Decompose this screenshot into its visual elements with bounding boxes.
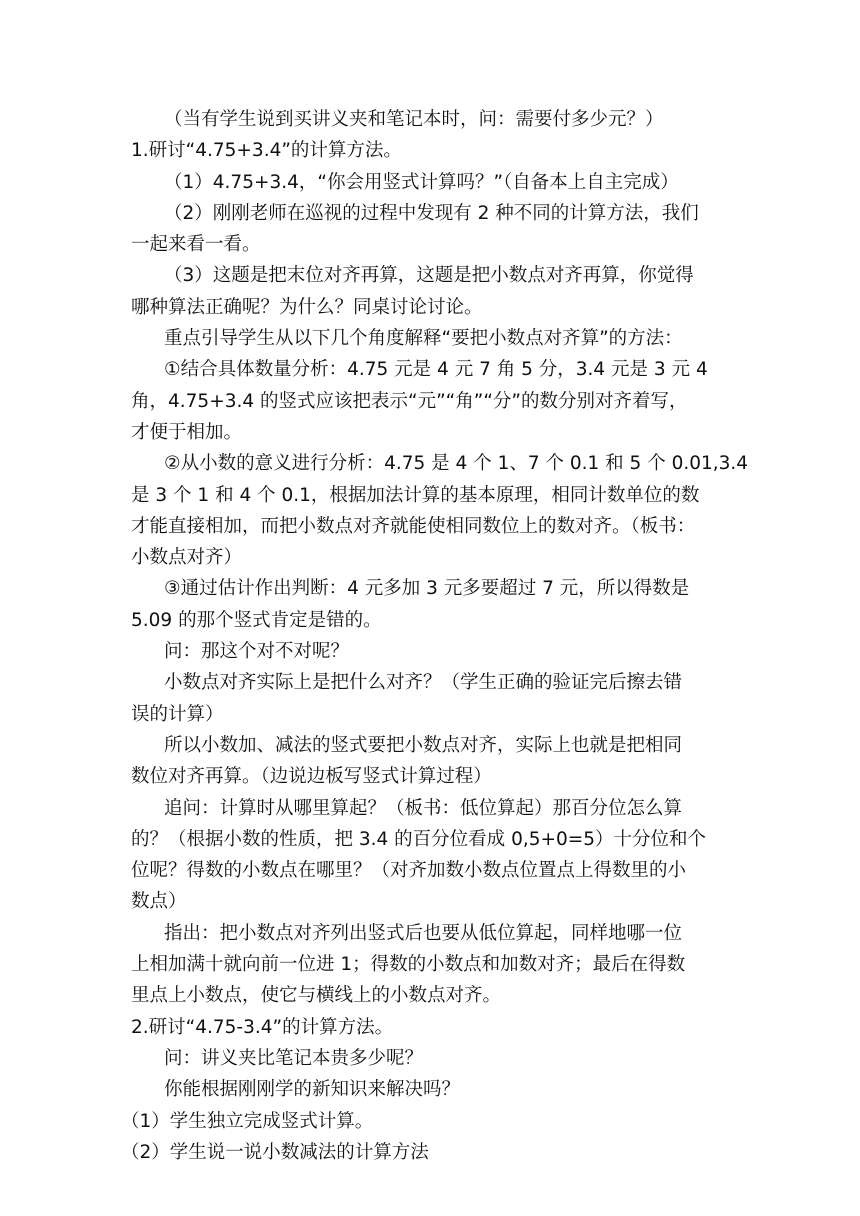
text-line: ③通过估计作出判断：4 元多加 3 元多要超过 7 元，所以得数是 bbox=[164, 578, 690, 600]
text-line: （1）4.75+3.4，“你会用竖式计算吗？”（自备本上自主完成） bbox=[164, 171, 679, 193]
list-item: （1）学生独立完成竖式计算。 bbox=[121, 1110, 374, 1132]
text-line: 角，4.75+3.4 的竖式应该把表示“元”“角”“分”的数分别对齐着写， bbox=[131, 390, 688, 412]
text-line: 才便于相加。 bbox=[131, 421, 243, 443]
text-line: 重点引导学生从以下几个角度解释“要把小数点对齐算”的方法： bbox=[164, 328, 683, 350]
text-line: 小数点对齐） bbox=[131, 547, 243, 569]
text-line: （当有学生说到买讲义夹和笔记本时，问：需要付多少元？） bbox=[164, 109, 664, 130]
text-line: 数位对齐再算。（边说边板写竖式计算过程） bbox=[131, 766, 492, 788]
text-line: 问：那这个对不对呢？ bbox=[164, 641, 350, 663]
list-item: （2）学生说一说小数减法的计算方法 bbox=[121, 1141, 429, 1163]
text-line: 指出：把小数点对齐列出竖式后也要从低位算起，同样地哪一位 bbox=[164, 922, 683, 944]
section-heading: 2.研讨“4.75-3.4”的计算方法。 bbox=[131, 1016, 394, 1038]
text-line: 的？（根据小数的性质，把 3.4 的百分位看成 0,5+0=5）十分位和个 bbox=[131, 828, 707, 850]
text-line: 哪种算法正确呢？为什么？同桌讨论讨论。 bbox=[131, 296, 483, 318]
text-line: 位呢？得数的小数点在哪里？（对齐加数小数点位置点上得数里的小 bbox=[131, 860, 687, 882]
text-line: 5.09 的那个竖式肯定是错的。 bbox=[131, 609, 382, 631]
text-line: 上相加满十就向前一位进 1；得数的小数点和加数对齐；最后在得数 bbox=[131, 954, 686, 976]
text-line: （3）这题是把末位对齐再算，这题是把小数点对齐再算，你觉得 bbox=[164, 265, 694, 287]
text-line: （2）刚刚老师在巡视的过程中发现有 2 种不同的计算方法，我们 bbox=[164, 202, 699, 224]
section-heading: 1.研讨“4.75+3.4”的计算方法。 bbox=[131, 140, 402, 162]
text-line: 里点上小数点，使它与横线上的小数点对齐。 bbox=[131, 985, 502, 1007]
text-line: ②从小数的意义进行分析：4.75 是 4 个 1、7 个 0.1 和 5 个 0.01,3.4 bbox=[164, 453, 749, 475]
text-line: 你能根据刚刚学的新知识来解决吗？ bbox=[164, 1079, 461, 1101]
text-line: 所以小数加、减法的竖式要把小数点对齐，实际上也就是把相同 bbox=[164, 734, 683, 756]
text-line: 才能直接相加，而把小数点对齐就能使相同数位上的数对齐。（板书： bbox=[131, 515, 696, 537]
text-line: 小数点对齐实际上是把什么对齐？（学生正确的验证完后擦去错 bbox=[164, 672, 683, 694]
text-line: 是 3 个 1 和 4 个 0.1，根据加法计算的基本原理，相同计数单位的数 bbox=[131, 484, 700, 506]
text-line: ①结合具体数量分析：4.75 元是 4 元 7 角 5 分，3.4 元是 3 元 4 bbox=[164, 359, 708, 381]
document-body bbox=[121, 104, 749, 1168]
text-line: 一起来看一看。 bbox=[131, 234, 261, 256]
text-line: 数点） bbox=[131, 891, 187, 913]
text-line: 误的计算） bbox=[131, 703, 224, 725]
text-line: 问：讲义夹比笔记本贵多少呢？ bbox=[164, 1047, 424, 1069]
text-line: 追问：计算时从哪里算起？（板书：低位算起）那百分位怎么算 bbox=[164, 797, 683, 819]
